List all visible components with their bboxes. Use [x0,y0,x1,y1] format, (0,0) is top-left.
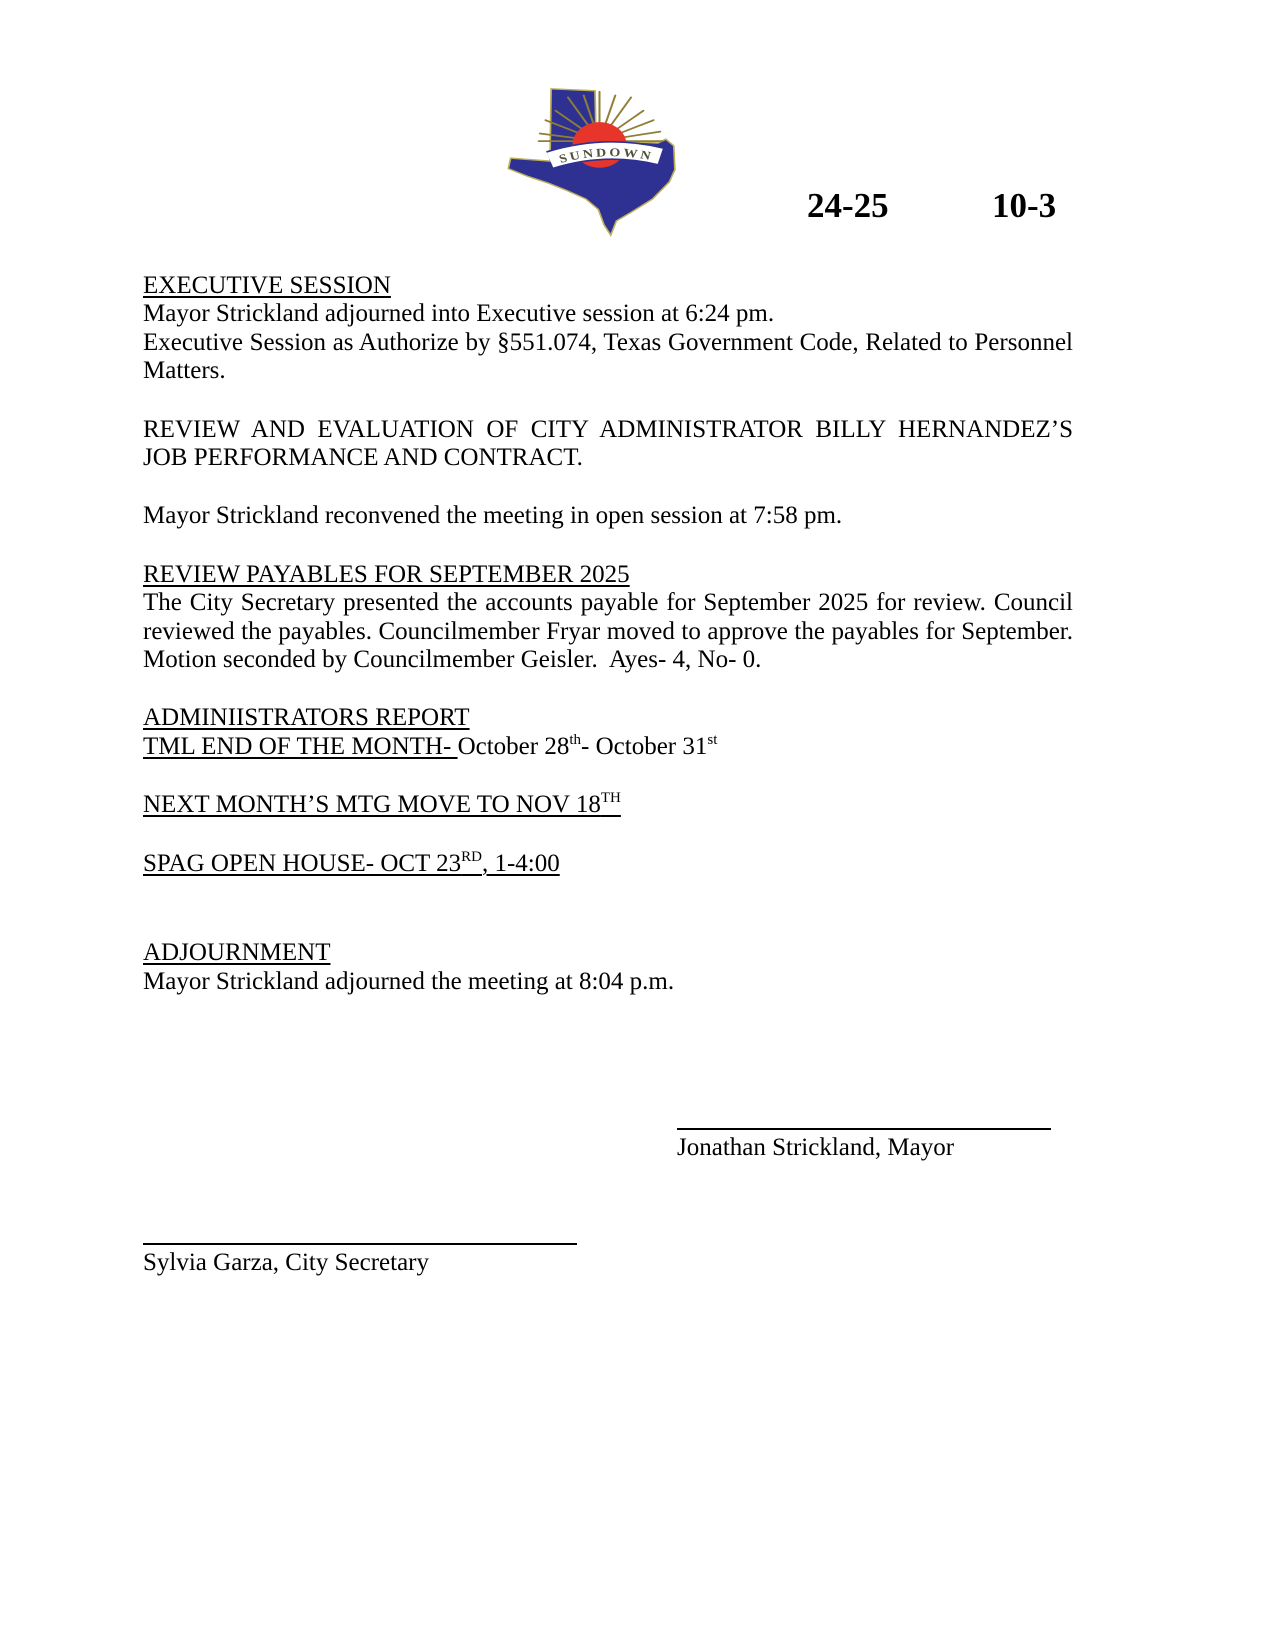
next-month-text: NEXT MONTH’S MTG MOVE TO NOV 18 [143,791,601,819]
executive-authorize-paragraph: Executive Session as Authorize by §551.074, Texas Government Code, Related to Personnel Matters. [143,328,1073,385]
secretary-signature-block [143,1227,577,1278]
tml-date-end: - October 31 [581,732,708,760]
adjournment-heading: ADJOURNMENT [143,939,331,967]
spag-text: SPAG OPEN HOUSE- OCT 23 [143,849,462,877]
adjournment-line: Mayor Strickland adjourned the meeting at 8:04 p.m. [143,967,675,995]
next-month-ordinal: TH [600,790,621,807]
doc-code-right: 10-3 [992,186,1057,225]
section-administrators-report [143,704,1073,761]
administrators-report-heading: ADMINIISTRATORS REPORT [143,704,470,732]
executive-adjourn-line: Mayor Strickland adjourned into Executive session at 6:24 pm. [143,300,775,328]
next-month-line [143,791,1073,819]
section-executive-session [143,272,1073,386]
doc-code-left: 24-25 [807,186,889,225]
executive-session-heading: EXECUTIVE SESSION [143,272,391,299]
review-payables-paragraph: The City Secretary presented the accounts payable for September 2025 for review. Council reviewed the payables. Councilmember Fryar moved to approve the payables for September. Motion seconded by Councilmember Geisler. Ayes- 4, No- 0. [143,589,1080,674]
spag-time: , 1-4:00 [481,849,560,877]
reconvene-line: Mayor Strickland reconvened the meeting in open session at 7:58 pm. [143,502,843,530]
tml-ordinal-st: st [707,731,718,748]
section-review-evaluation [143,416,1073,473]
review-payables-heading: REVIEW PAYABLES FOR SEPTEMBER 2025 [143,560,630,588]
sundown-logo-svg [505,86,685,238]
sundown-banner-text: SUNDOWN [557,145,656,166]
section-review-payables [143,560,1080,675]
sundown-texas-logo [505,86,685,238]
mayor-signature-name: Jonathan Strickland, Mayor [677,1134,955,1161]
minutes-body [143,272,1080,1026]
section-adjournment [143,939,1073,996]
secretary-signature-name: Sylvia Garza, City Secretary [143,1249,430,1276]
mayor-signature-line [677,1112,1051,1130]
spag-line [143,850,1073,878]
secretary-signature-line [143,1227,577,1245]
spag-underlined [143,850,560,877]
section-reconvene [143,502,1073,530]
section-next-month-meeting [143,791,1073,819]
next-month-underlined [143,791,621,818]
tml-label: TML END OF THE MONTH- [143,732,458,760]
review-evaluation-paragraph: REVIEW AND EVALUATION OF CITY ADMINISTRATOR BILLY HERNANDEZ’S JOB PERFORMANCE AND CONTRACT. [143,415,1073,472]
spag-ordinal: RD [461,848,482,865]
tml-ordinal-th: th [569,731,582,748]
tml-date-start: October 28 [457,732,570,760]
section-spag-open-house [143,850,1073,878]
tml-end-of-month-line [143,733,1073,761]
mayor-signature-block [677,1112,1051,1163]
